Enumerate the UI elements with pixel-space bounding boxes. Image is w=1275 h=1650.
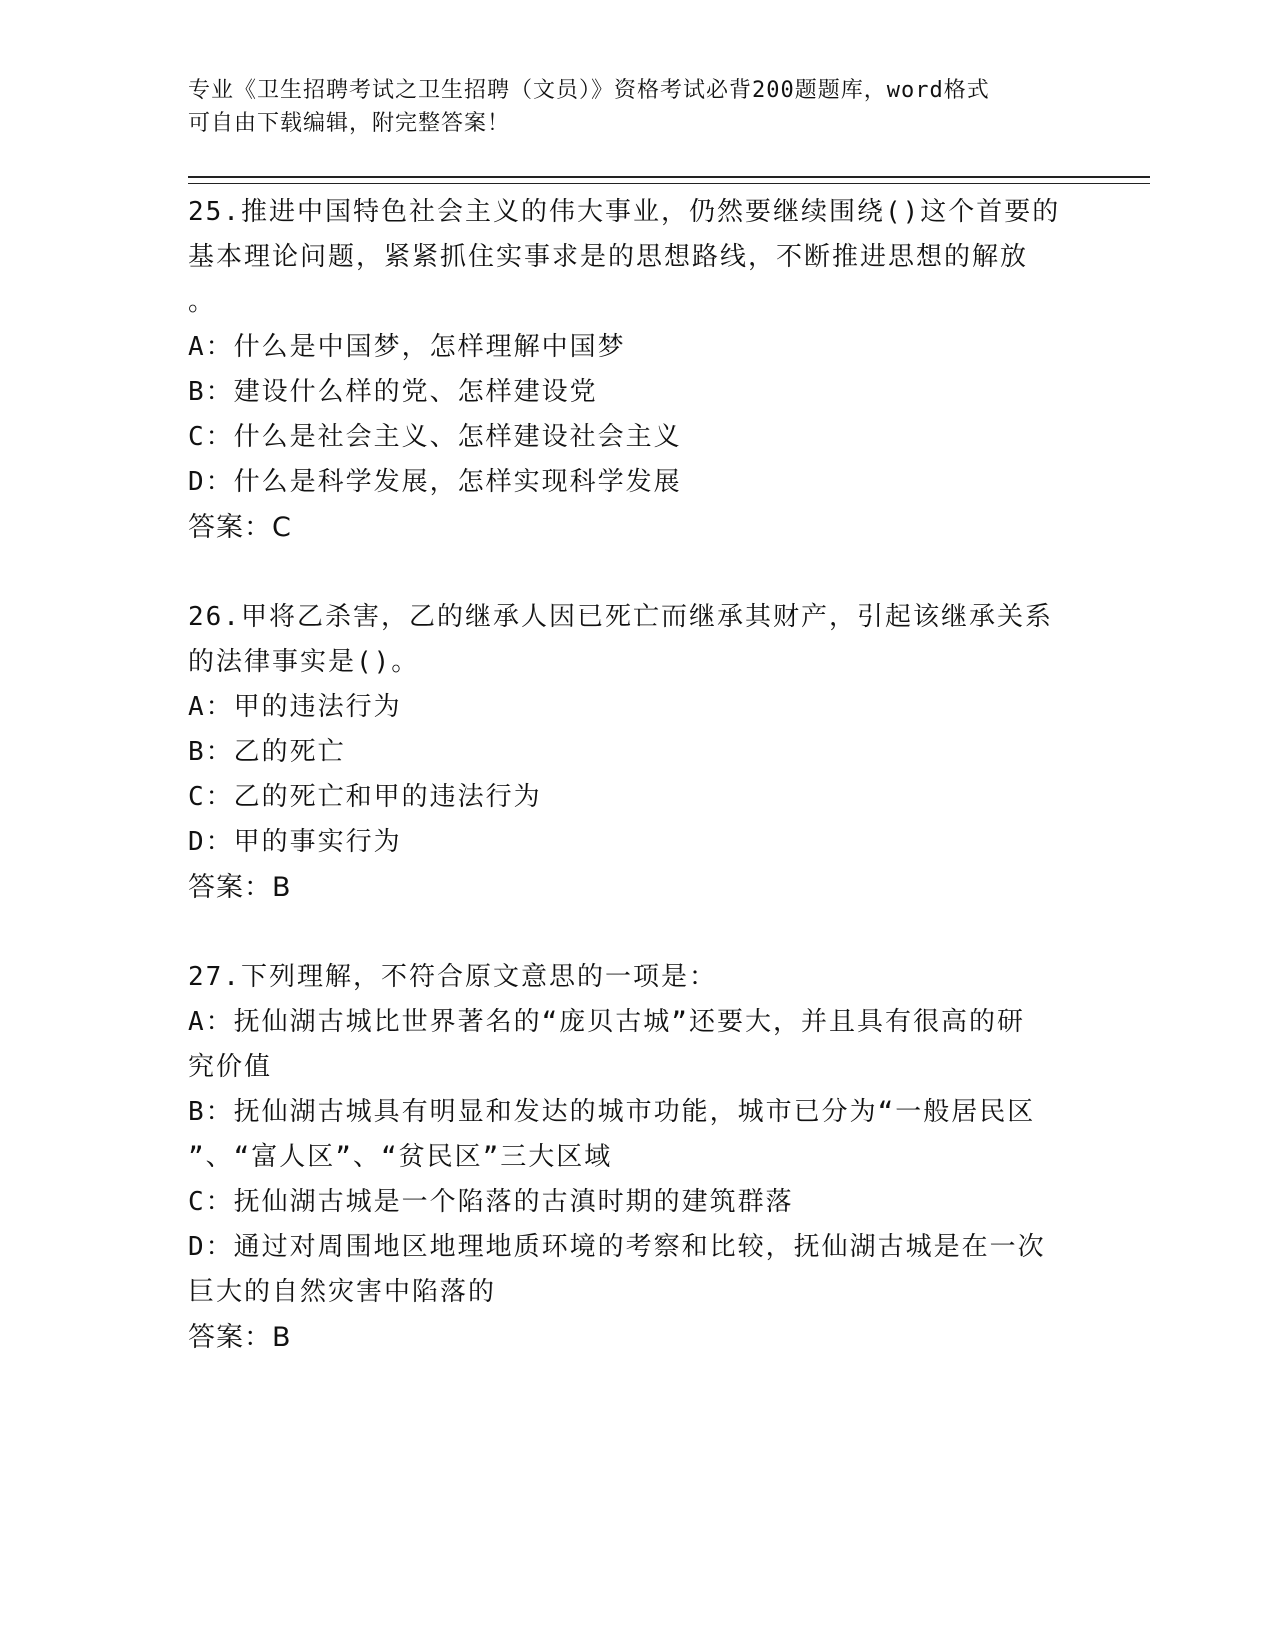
option-c <box>188 415 1078 460</box>
option-text: 抚仙湖古城是一个陷落的古滇时期的建筑群落 <box>233 1187 794 1217</box>
option-letter: A： <box>188 332 234 362</box>
option-b <box>188 730 1078 775</box>
option-continuation: 巨大的自然灾害中陷落的 <box>188 1277 497 1307</box>
option-d <box>188 1225 1078 1270</box>
option-text: 乙的死亡 <box>233 737 346 767</box>
option-letter: D： <box>188 467 234 497</box>
question-stem-line: 基本理论问题，紧紧抓住实事求是的思想路线，不断推进思想的解放 <box>188 242 1029 272</box>
option-letter: C： <box>188 782 234 812</box>
option-letter: D： <box>188 827 234 857</box>
option-d <box>188 460 1078 505</box>
option-letter: B： <box>188 737 234 767</box>
option-b <box>188 370 1078 415</box>
option-text: 什么是中国梦，怎样理解中国梦 <box>233 332 626 362</box>
question-spacer <box>188 910 1078 955</box>
option-text: 抚仙湖古城具有明显和发达的城市功能，城市已分为“一般居民区 <box>233 1097 1036 1127</box>
answer-line: 答案：B <box>188 1322 292 1353</box>
option-letter: A： <box>188 1007 234 1037</box>
option-d <box>188 820 1078 865</box>
option-continuation: 究价值 <box>188 1052 273 1082</box>
option-letter: C： <box>188 1187 234 1217</box>
question-stem-line: 25.推进中国特色社会主义的伟大事业，仍然要继续围绕()这个首要的 <box>188 197 1061 227</box>
question-stem-line: 26.甲将乙杀害，乙的继承人因已死亡而继承其财产，引起该继承关系 <box>188 602 1053 632</box>
option-text: 乙的死亡和甲的违法行为 <box>233 782 542 812</box>
option-c <box>188 1180 1078 1225</box>
question-27 <box>188 955 1078 1360</box>
question-25 <box>188 190 1078 550</box>
answer-line: 答案：B <box>188 872 292 903</box>
option-text: 什么是社会主义、怎样建设社会主义 <box>233 422 682 452</box>
header-divider-thin <box>188 183 1150 184</box>
question-stem-line: 的法律事实是()。 <box>188 647 420 677</box>
option-c <box>188 775 1078 820</box>
option-text: 甲的违法行为 <box>233 692 402 722</box>
option-letter: C： <box>188 422 234 452</box>
header-line-2: 可自由下载编辑，附完整答案！ <box>188 111 511 136</box>
option-text: 甲的事实行为 <box>233 827 402 857</box>
option-letter: B： <box>188 1097 234 1127</box>
option-a <box>188 325 1078 370</box>
option-text: 建设什么样的党、怎样建设党 <box>233 377 598 407</box>
question-26 <box>188 595 1078 910</box>
question-stem-line: 。 <box>188 287 217 317</box>
question-stem-line: 27.下列理解，不符合原文意思的一项是： <box>188 962 717 992</box>
option-b <box>188 1090 1078 1135</box>
question-spacer <box>188 550 1078 595</box>
option-continuation: ”、“富人区”、“贫民区”三大区域 <box>188 1142 613 1172</box>
option-letter: B： <box>188 377 234 407</box>
option-text: 什么是科学发展，怎样实现科学发展 <box>233 467 682 497</box>
option-a <box>188 1000 1078 1045</box>
header-line-1: 专业《卫生招聘考试之卫生招聘（文员）》资格考试必背200题题库，word格式 <box>188 78 990 103</box>
option-text: 通过对周围地区地理地质环境的考察和比较，抚仙湖古城是在一次 <box>233 1232 1046 1262</box>
header-divider-thick <box>188 176 1150 178</box>
option-letter: D： <box>188 1232 234 1262</box>
option-text: 抚仙湖古城比世界著名的“庞贝古城”还要大，并且具有很高的研 <box>233 1007 1025 1037</box>
question-list <box>188 190 1078 1360</box>
option-letter: A： <box>188 692 234 722</box>
document-header <box>188 74 1068 140</box>
option-a <box>188 685 1078 730</box>
answer-line: 答案：C <box>188 512 292 543</box>
